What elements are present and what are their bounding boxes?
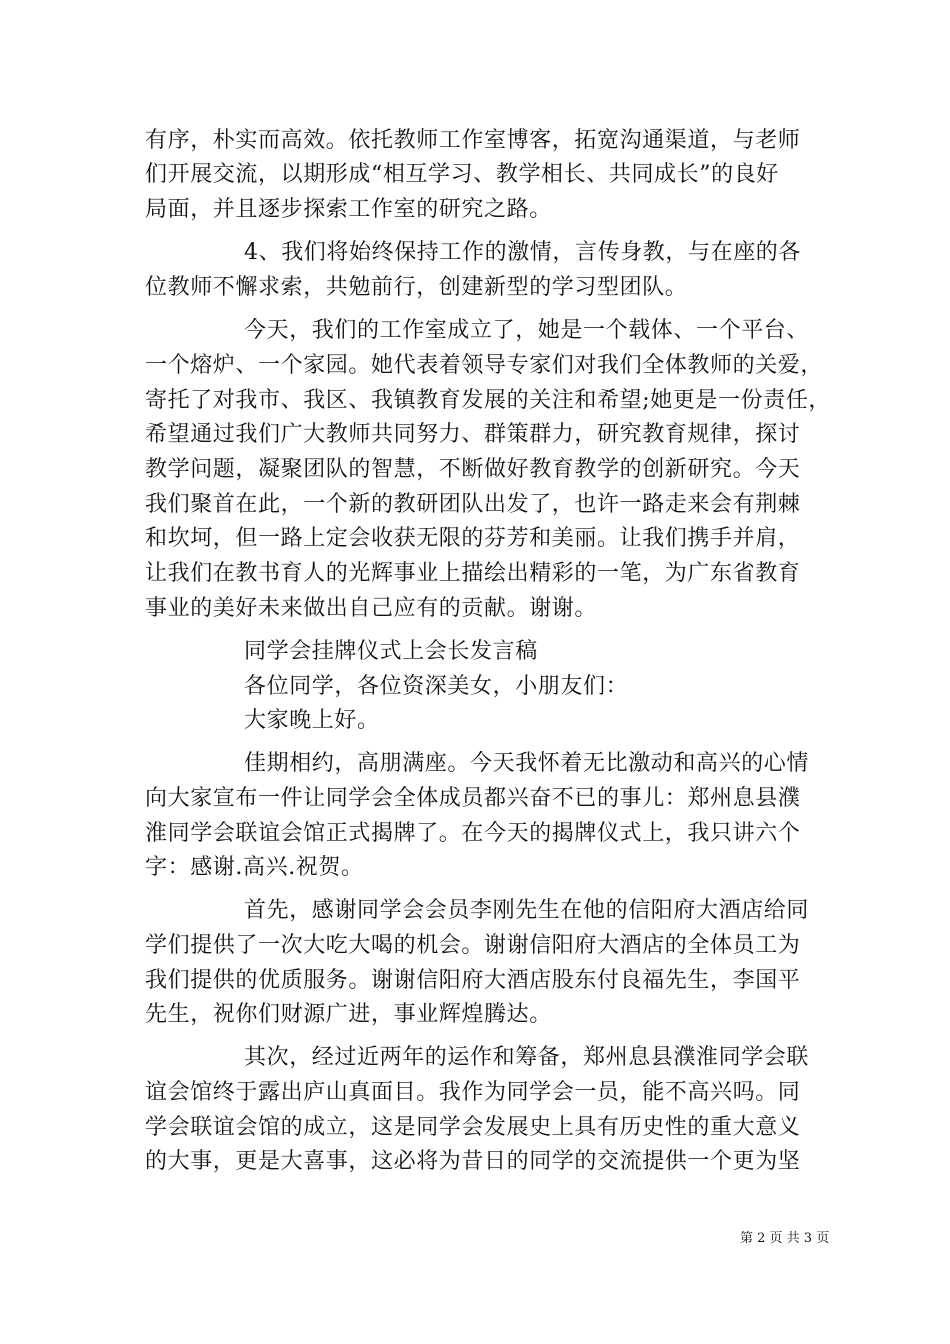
text-line: 们开展交流，以期形成“相互学习、教学相长、共同成长”的良好 <box>145 162 779 187</box>
text-line: 和坎坷，但一路上定会收获无限的芬芳和美丽。让我们携手并肩， <box>145 526 801 551</box>
text-line: 淮同学会联谊会馆正式揭牌了。在今天的揭牌仪式上，我只讲六个 <box>145 821 801 846</box>
text-line: 佳期相约，高朋满座。今天我怀着无比激动和高兴的心情 <box>244 751 810 776</box>
text-line: 学们提供了一次大吃大喝的机会。谢谢信阳府大酒店的全体员工为 <box>145 933 801 958</box>
text-line: 寄托了对我市、我区、我镇教育发展的关注和希望;她更是一份责任， <box>145 388 832 413</box>
page-number: 第 2 页 共 3 页 <box>740 1231 830 1246</box>
text-line: 今天，我们的工作室成立了，她是一个载体、一个平台、 <box>244 318 810 343</box>
text-line: 我们聚首在此，一个新的教研团队出发了，也许一路走来会有荆棘 <box>145 492 801 517</box>
text-line: 位教师不懈求索，共勉前行，创建新型的学习型团队。 <box>145 275 688 300</box>
text-line: 教学问题，凝聚团队的智慧，不断做好教育教学的创新研究。今天 <box>145 457 801 482</box>
salutation: 各位同学，各位资深美女，小朋友们： <box>244 674 629 699</box>
text-line: 局面，并且逐步探索工作室的研究之路。 <box>145 197 552 222</box>
text-line: 事业的美好未来做出自己应有的贡献。谢谢。 <box>145 596 598 621</box>
text-line: 一个熔炉、一个家园。她代表着领导专家们对我们全体教师的关爱， <box>145 353 824 378</box>
text-line: 希望通过我们广大教师共同努力、群策群力，研究教育规律，探讨 <box>145 422 801 447</box>
text-line: 学会联谊会馆的成立，这是同学会发展史上具有历史性的重大意义 <box>145 1115 801 1140</box>
text-line: 字：感谢.高兴.祝贺。 <box>145 855 364 880</box>
text-line: 首先，感谢同学会会员李刚先生在他的信阳府大酒店给同 <box>244 898 810 923</box>
text-line: 先生，祝你们财源广进，事业辉煌腾达。 <box>145 1002 552 1027</box>
text-line: 让我们在教书育人的光辉事业上描绘出精彩的一笔，为广东省教育 <box>145 561 801 586</box>
text-line: 有序，朴实而高效。依托教师工作室博客，拓宽沟通渠道，与老师 <box>145 128 801 153</box>
greeting: 大家晚上好。 <box>244 708 380 733</box>
text-line: 谊会馆终于露出庐山真面目。我作为同学会一员，能不高兴吗。同 <box>145 1080 801 1105</box>
section-title: 同学会挂牌仪式上会长发言稿 <box>244 639 538 664</box>
text-line: 的大事，更是大喜事，这必将为昔日的同学的交流提供一个更为坚 <box>145 1149 801 1174</box>
text-line: 4、我们将始终保持工作的激情，言传身教，与在座的各 <box>244 240 801 265</box>
text-line: 我们提供的优质服务。谢谢信阳府大酒店股东付良福先生，李国平 <box>145 968 801 993</box>
text-line: 其次，经过近两年的运作和筹备，郑州息县濮淮同学会联 <box>244 1045 810 1070</box>
text-line: 向大家宣布一件让同学会全体成员都兴奋不已的事儿：郑州息县濮 <box>145 786 801 811</box>
